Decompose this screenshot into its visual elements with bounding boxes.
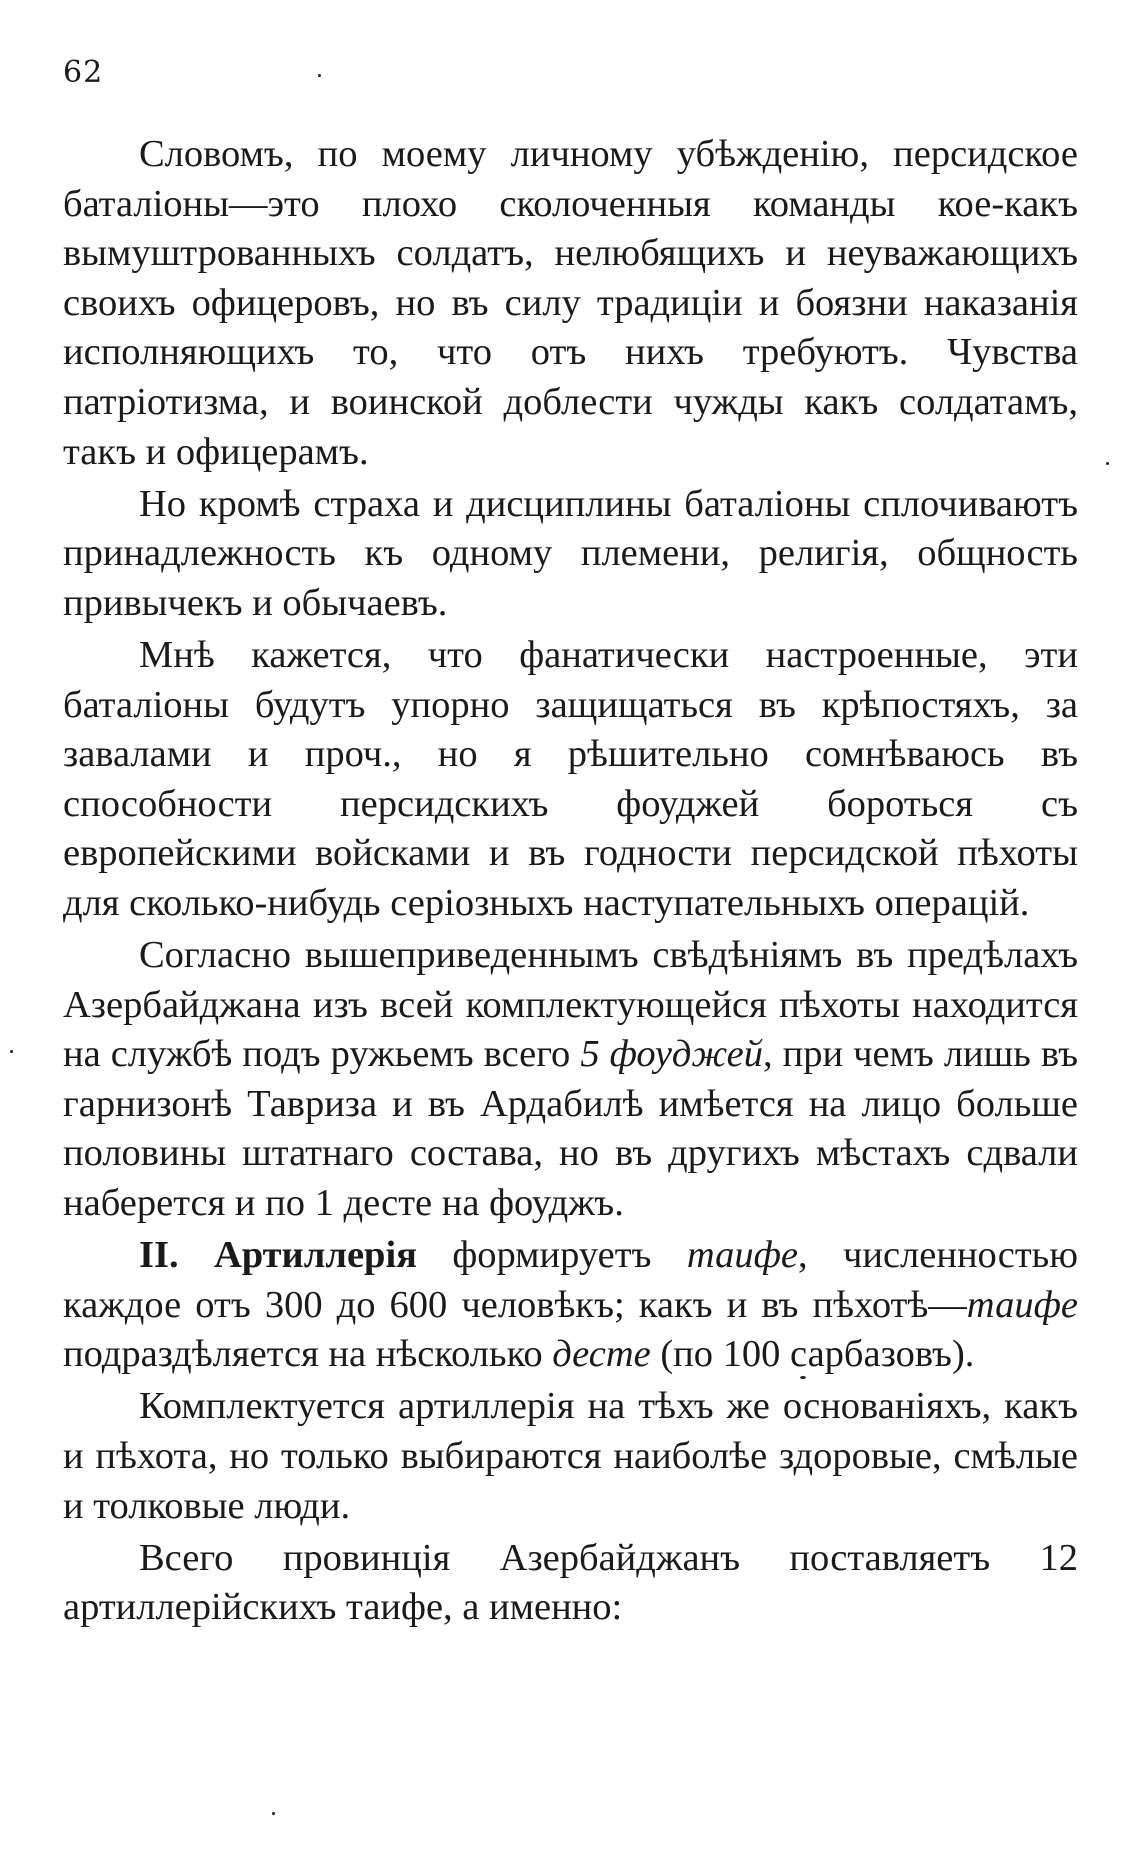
text-segment: , при чемъ лишь въ гарнизонѣ Тавриза и въ Ардабилѣ имѣется на лицо больше половины штатнаго состава, но въ другихъ мѣстахъ сдвали наберется и по 1 десте на фоуджъ. (63, 1033, 1079, 1224)
text-segment: Всего провинція Азербайджанъ поставляетъ 12 артиллерійскихъ таифе, а именно: (63, 1536, 1078, 1629)
text-segment: (по 100 сарбазовъ). (650, 1333, 975, 1376)
text-segment: , численностью каждое отъ 300 до 600 человѣкъ; какъ и въ пѣхотѣ— (63, 1234, 1078, 1326)
text-segment: Согласно вышеприведеннымъ свѣдѣніямъ въ предѣлахъ Азербайджана изъ всей комплектующейся пѣхоты находится на службѣ подъ ружьемъ всего (63, 934, 1078, 1076)
text-segment: Мнѣ кажется, что фанатически настроенные, эти баталіоны будутъ упорно защищаться въ крѣпостяхъ, за завалами и проч., но я рѣшительно сомнѣваюсь въ способности персидскихъ фоуджей бороться съ европейскими войсками и въ годности персидской пѣхоты для сколько-нибудь серіозныхъ наступательныхъ операцій. (63, 633, 1078, 924)
paragraph-7 (63, 1534, 1078, 1633)
paragraph-2 (63, 480, 1078, 629)
print-speck (272, 1812, 275, 1815)
print-speck (1106, 462, 1109, 465)
text-segment: 5 фоуджей (580, 1033, 763, 1076)
paragraph-5 (63, 1231, 1078, 1380)
text-segment: таифе (686, 1234, 799, 1277)
paragraph-3 (63, 631, 1078, 929)
text-segment: Но кромѣ страха и дисциплины баталіоны сплочиваютъ принадлежность къ одному племени, религія, общность привычекъ и обычаевъ. (63, 482, 1078, 624)
print-speck (10, 1050, 13, 1053)
text-segment: подраздѣляется на нѣсколько (63, 1333, 553, 1376)
text-segment: таифе (966, 1283, 1078, 1326)
text-segment: II. Артиллерія (139, 1234, 417, 1277)
page-number: 62 (63, 55, 104, 90)
text-segment: Словомъ, по моему личному убѣжденію, персидское баталіоны—это плохо сколоченныя команды кое-какъ вымуштрованныхъ солдатъ, нелюбящихъ и неуважающихъ своихъ офицеровъ, но въ силу традиціи и боязни наказанія исполняющихъ то, что отъ нихъ требуютъ. Чувства патріотизма, и воинской доблести чужды какъ солдатамъ, такъ и офицерамъ. (63, 133, 1078, 473)
print-speck (800, 1376, 806, 1379)
paragraph-1 (63, 130, 1078, 477)
print-speck (318, 74, 321, 77)
text-segment: Комплектуется артиллерія на тѣхъ же основаніяхъ, какъ и пѣхота, но только выбираются наиболѣе здоровые, смѣлые и толковые люди. (63, 1385, 1078, 1527)
text-segment: формируетъ (416, 1234, 687, 1277)
body-text (63, 130, 1078, 1633)
paragraph-6 (63, 1382, 1078, 1531)
paragraph-4 (63, 931, 1078, 1229)
text-segment: десте (552, 1333, 651, 1376)
